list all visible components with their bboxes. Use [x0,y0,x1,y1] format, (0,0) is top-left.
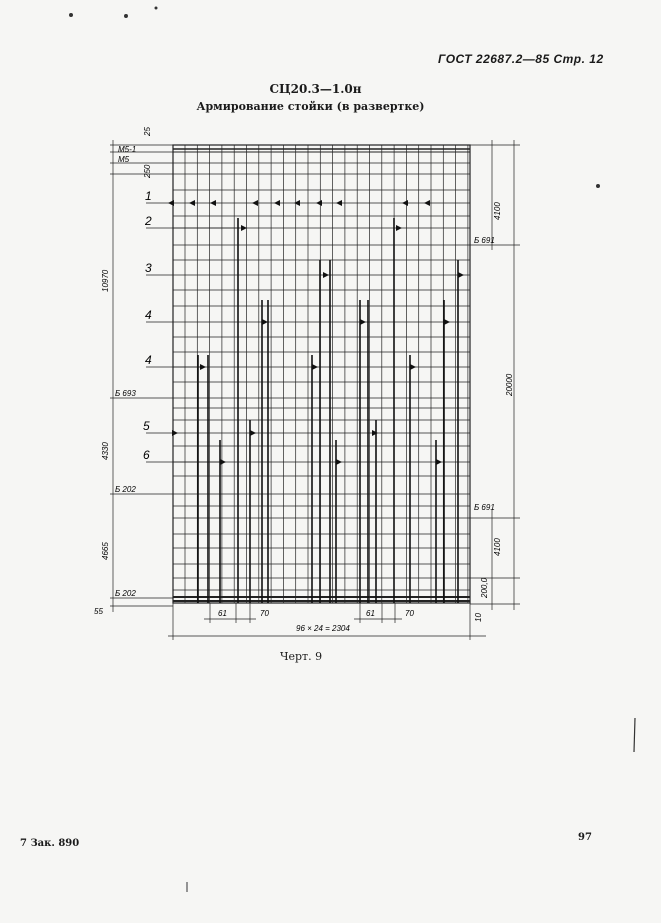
position-mark: 4 [145,353,152,367]
left-label: Б 693 [115,389,136,398]
bottom-dim: 61 [366,609,375,618]
standard-reference: ГОСТ 22687.2—85 Стр. 12 [438,52,604,66]
right-dim: 200,0 [480,577,489,598]
right-dim: 20000 [505,373,514,396]
dim-25: 25 [143,127,152,136]
bottom-dim: 70 [260,609,269,618]
bottom-dim: 61 [218,609,227,618]
margin-marks [70,7,636,892]
drawing-subtitle: Армирование стойки (в развертке) [196,100,425,113]
dim-250: 250 [143,164,152,178]
bottom-dim: 70 [405,609,414,618]
position-mark: 3 [145,261,152,275]
mesh-grid [173,145,470,603]
page-number: 97 [578,832,592,843]
left-label: Б 202 [115,589,136,598]
figure-caption: Черт. 9 [280,650,323,663]
footer-order: 7 Зак. 890 [20,838,80,849]
position-mark: 4 [145,308,152,322]
left-vertical-dim: 4665 [101,542,110,560]
position-mark: 1 [145,189,152,203]
right-dim: 4100 [493,538,502,556]
drawing-mark: СЦ20.3—1.0н [269,82,362,96]
arrow-heads [168,200,464,465]
bottom-left-dim: 55 [94,607,103,616]
left-vertical-dim: 10970 [101,269,110,292]
right-label: Б 691 [474,236,495,245]
right-label: Б 691 [474,503,495,512]
position-mark: 6 [143,448,150,462]
position-leaders [146,203,240,462]
mesh-label-m5: М5 [118,155,130,164]
left-label: Б 202 [115,485,136,494]
position-mark: 5 [143,419,150,433]
dim-10: 10 [474,613,483,622]
overall-width-dim: 96 × 24 = 2304 [296,624,350,633]
left-vertical-dim: 4330 [101,442,110,460]
right-dim: 4100 [493,202,502,220]
position-mark: 2 [145,214,152,228]
mesh-label-m5-1: М5-1 [118,145,137,154]
